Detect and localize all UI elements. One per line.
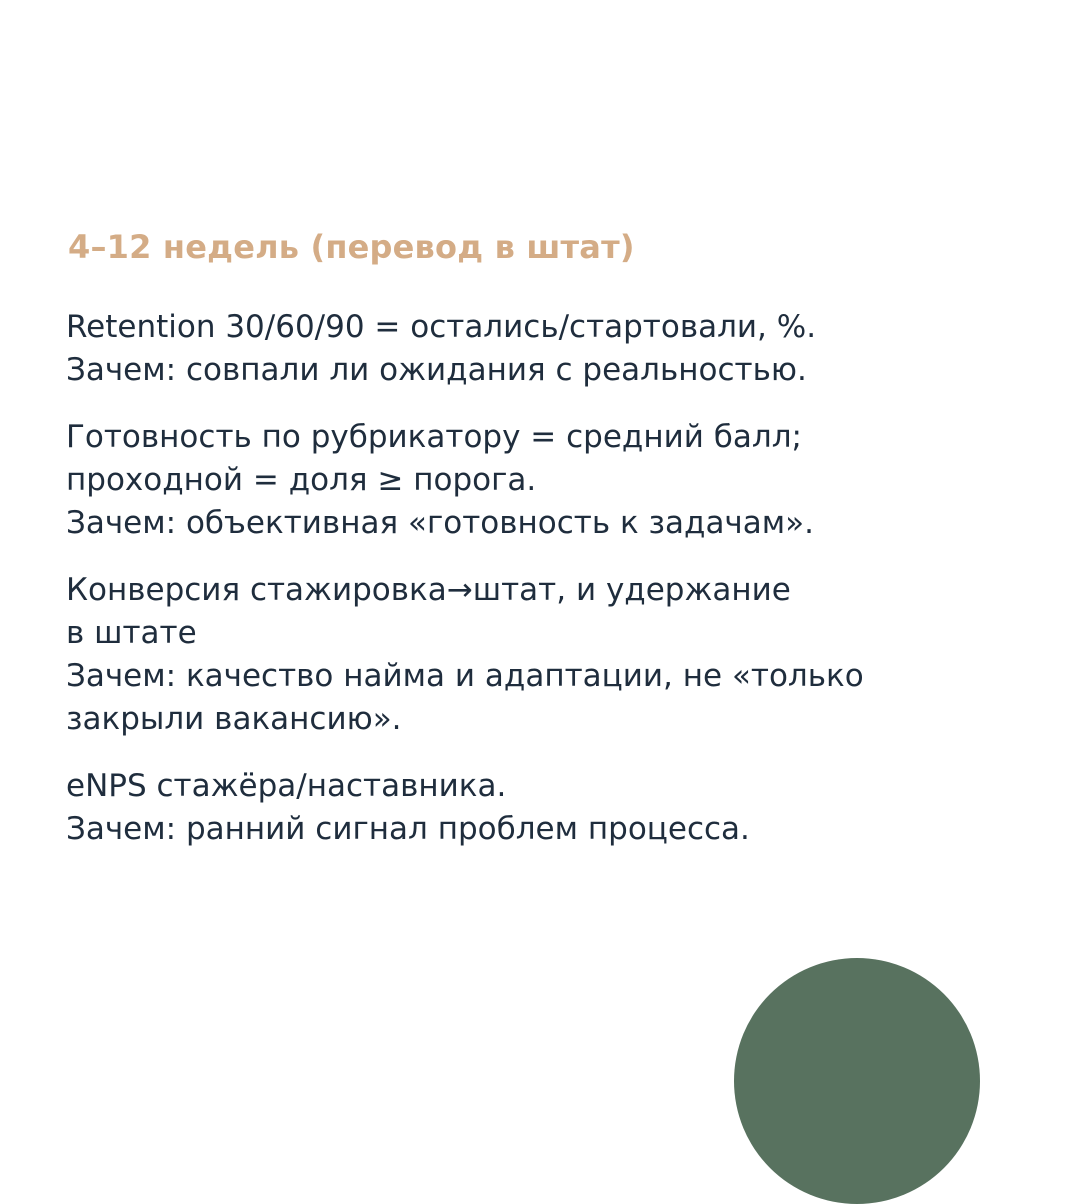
metric-term: Конверсия стажировка — [66, 572, 447, 608]
why-label: Зачем: — [66, 811, 177, 847]
why-line — [66, 349, 1026, 392]
metric-line — [66, 416, 1026, 459]
section-heading: 4–12 недель (перевод в штат) — [68, 228, 635, 266]
why-text-cont: закрыли вакансию». — [66, 701, 402, 737]
metric-conversion — [66, 569, 1026, 741]
metric-retention — [66, 306, 1026, 392]
arrow-icon: → — [446, 572, 473, 608]
metric-definition-cont: проходной = доля ≥ порога. — [66, 462, 537, 498]
why-text: объективная «готовность к задачам». — [176, 505, 814, 541]
why-text: ранний сигнал проблем процесса. — [176, 811, 750, 847]
metric-definition-cont: в штате — [66, 615, 197, 651]
metric-definition: = остались/стартовали, %. — [364, 309, 817, 345]
why-line — [66, 808, 1026, 851]
metric-term: Готовность по рубрикатору — [66, 419, 521, 455]
metric-readiness — [66, 416, 1026, 545]
why-label: Зачем — [66, 352, 166, 388]
metric-line — [66, 569, 1026, 612]
why-text: качество найма и адаптации, не «только — [176, 658, 864, 694]
decorative-circle — [734, 958, 980, 1204]
why-line — [66, 502, 1026, 545]
metric-line — [66, 306, 1026, 349]
metric-term-2: штат — [472, 572, 557, 608]
metric-term: eNPS стажёра/наставника. — [66, 768, 507, 804]
metric-enps — [66, 765, 1026, 851]
metric-definition: , и удержание — [556, 572, 791, 608]
why-label: Зачем: — [66, 505, 177, 541]
why-line — [66, 655, 1026, 698]
metric-definition: = средний балл; — [520, 419, 802, 455]
metrics-list — [66, 306, 1026, 875]
why-text: : совпали ли ожидания с реальностью. — [165, 352, 807, 388]
why-label: Зачем: — [66, 658, 177, 694]
metric-term: Retention 30/60/90 — [66, 309, 365, 345]
